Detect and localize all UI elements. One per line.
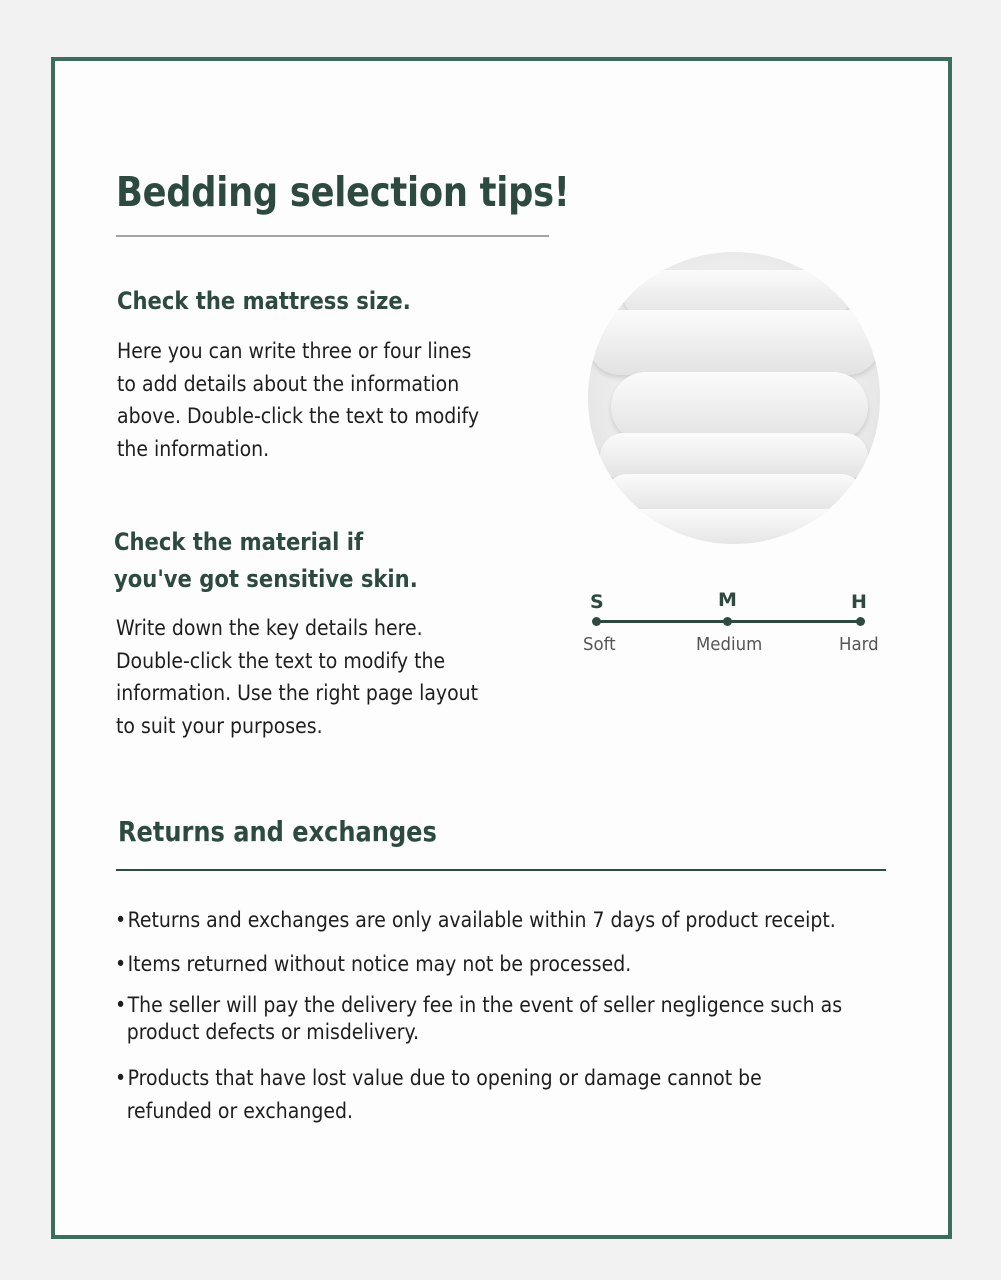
bullet-icon: • [115,993,127,1017]
scale-dot-medium [723,617,732,626]
returns-item-text-continued: product defects or misdelivery. [126,1020,420,1044]
bullet-icon: • [115,952,127,976]
tip-body-line: above. Double-click the text to modify [117,404,480,428]
returns-item-text: Items returned without notice may not be processed. [127,952,632,976]
scale-dot-soft [592,617,601,626]
tip-body-material [116,612,478,742]
duvet-fold-shape [611,372,868,442]
bullet-icon: • [115,1066,127,1090]
duvet-fold-shape [617,509,851,544]
tip-body-line: to suit your purposes. [116,713,323,738]
returns-item-text: Returns and exchanges are only available within 7 days of product receipt. [127,908,836,932]
tip-heading-line: Check the mattress size. [117,287,411,315]
returns-item-text: The seller will pay the delivery fee in the event of seller negligence such as [127,993,843,1017]
scale-letter-medium: M [718,589,737,611]
scale-letter-hard: H [851,591,867,613]
scale-label-medium: Medium [696,634,763,655]
page-title: Bedding selection tips! [116,168,570,216]
tip-heading-line: you've got sensitive skin. [114,565,418,593]
tip-body-line: to add details about the information [117,371,460,396]
tip-body-line: Double-click the text to modify the [116,648,446,673]
tip-body-mattress-size [117,335,479,465]
returns-item-text-continued: refunded or exchanged. [126,1099,353,1123]
scale-letter-soft: S [590,591,604,613]
returns-section-title: Returns and exchanges [118,815,437,848]
firmness-scale [580,585,890,665]
scale-label-hard: Hard [839,634,879,655]
returns-list-item [115,1062,762,1128]
returns-list-item [115,905,836,935]
title-divider [116,235,549,237]
returns-list-item [115,992,842,1046]
pillow-shape [588,310,880,374]
scale-dot-hard [856,617,865,626]
tip-body-line: Here you can write three or four lines [117,339,472,363]
tip-body-line: information. Use the right page layout [116,681,479,705]
tip-heading-line: Check the material if [114,528,364,556]
duvet-fold-shape [600,433,869,480]
tip-body-line: the information. [117,436,270,461]
scale-label-soft: Soft [583,634,616,655]
tip-heading-mattress-size [117,287,411,315]
returns-list-item [115,949,631,979]
returns-divider [116,869,886,871]
tip-heading-material [114,524,418,598]
tip-body-line: Write down the key details here. [116,616,423,640]
returns-item-text: Products that have lost value due to opening or damage cannot be [127,1066,762,1090]
bedding-photo [588,252,880,544]
bullet-icon: • [115,908,127,932]
